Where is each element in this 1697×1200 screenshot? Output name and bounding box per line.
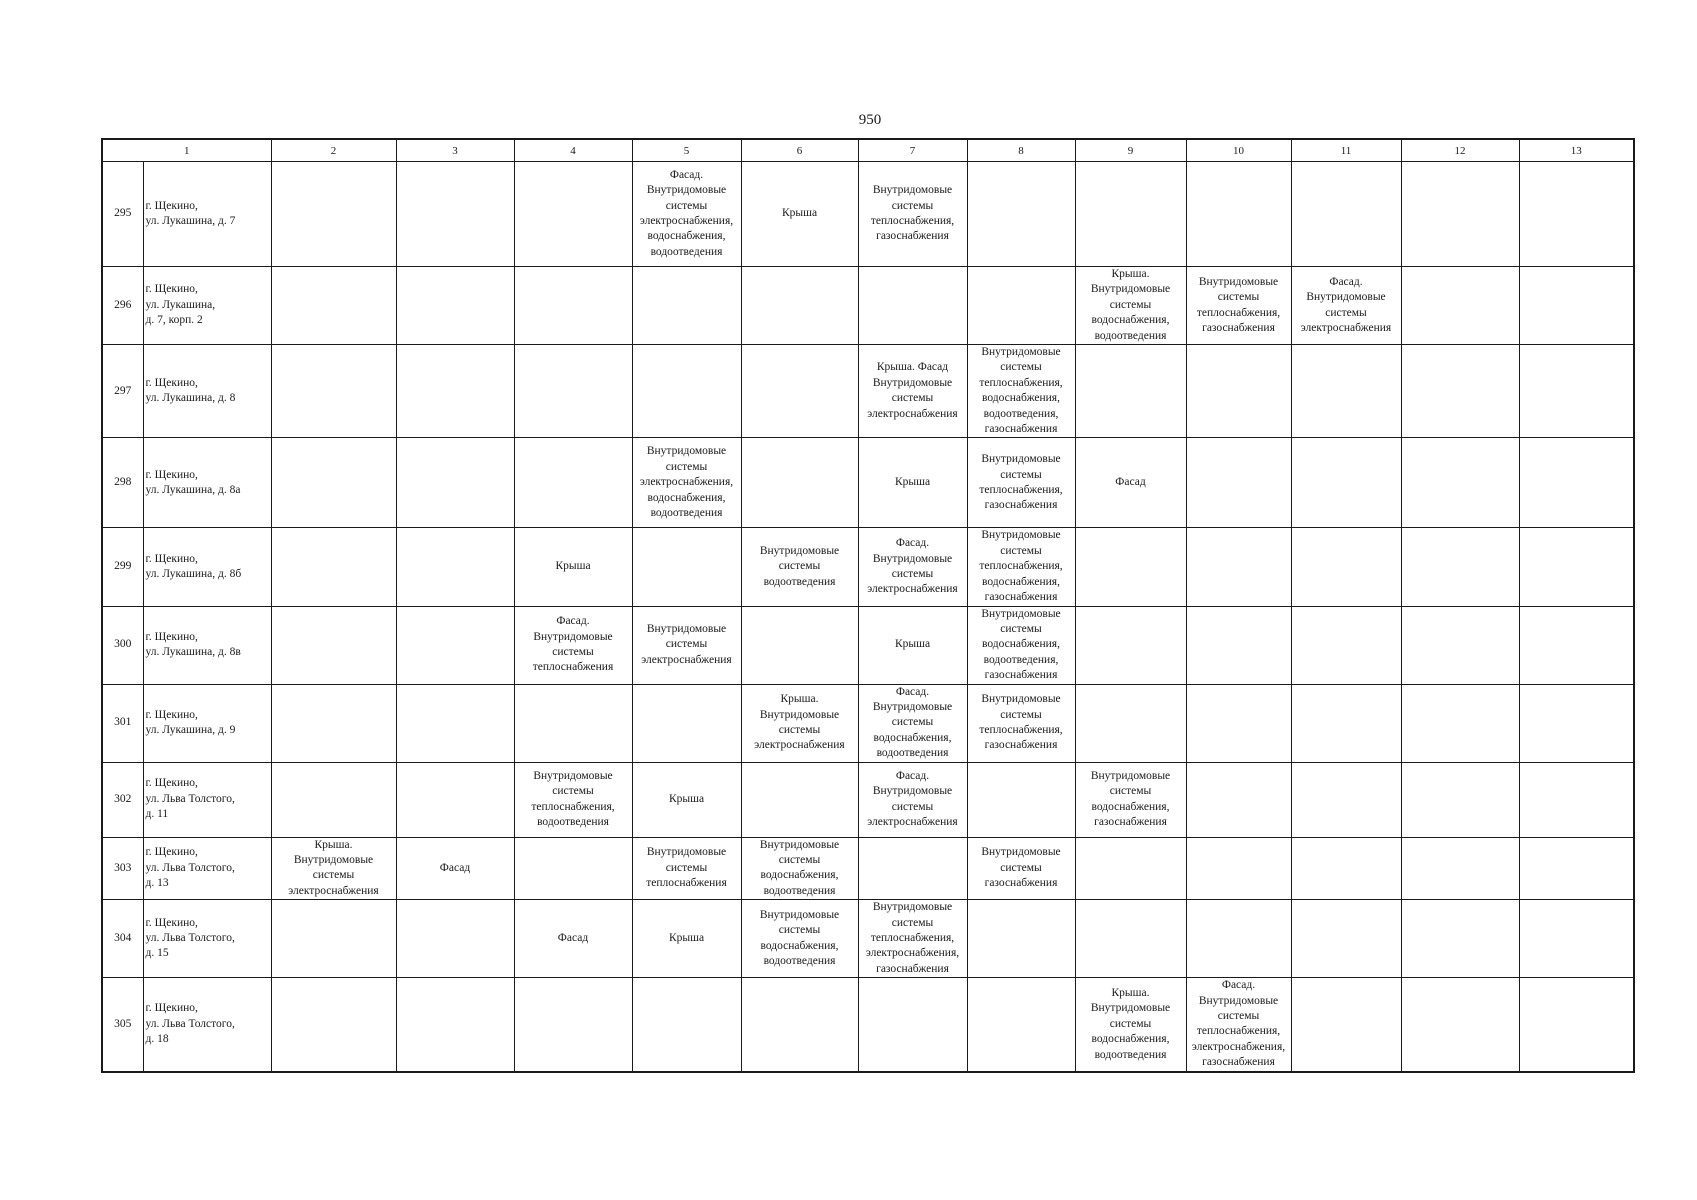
work-cell-4 xyxy=(514,837,632,900)
work-text: Крыша xyxy=(668,932,705,944)
table-row xyxy=(102,606,1634,684)
work-text: Внутридомовые системы электроснабжения, водоснабжения, водоотведения xyxy=(639,445,734,520)
address-text: г. Щекино, ул. Льва Толстого, д. 18 xyxy=(145,1002,235,1046)
work-cell-13 xyxy=(1519,267,1634,345)
work-text: Крыша xyxy=(555,560,591,573)
work-text: Фасад. Внутридомовые системы электроснабжения xyxy=(867,537,958,596)
work-cell-3 xyxy=(396,837,514,900)
work-cell-4 xyxy=(514,684,632,762)
address-cell xyxy=(143,267,271,345)
work-cell-10 xyxy=(1186,438,1291,528)
header-col-11: 11 xyxy=(1291,139,1401,162)
work-text: Фасад. Внутридомовые системы водоснабжения, водоотведения xyxy=(872,685,953,760)
work-cell-8 xyxy=(967,837,1075,900)
header-col-5: 5 xyxy=(632,139,741,162)
work-text: Внутридомовые системы теплоснабжения, водоснабжения, водоотведения, газоснабжения xyxy=(979,346,1063,436)
work-cell-10 xyxy=(1186,345,1291,438)
work-cell-4 xyxy=(514,978,632,1072)
row-number: 297 xyxy=(102,345,143,438)
work-cell-10 xyxy=(1186,528,1291,606)
work-cell-3 xyxy=(396,267,514,345)
address-cell xyxy=(143,162,271,267)
work-text: Крыша xyxy=(668,792,705,805)
work-cell-9 xyxy=(1075,684,1186,762)
work-cell-9 xyxy=(1075,345,1186,438)
work-cell-2 xyxy=(271,438,396,528)
work-text: Фасад. Внутридомовые системы теплоснабжения xyxy=(532,615,614,674)
address-cell xyxy=(143,528,271,606)
work-cell-8 xyxy=(967,606,1075,684)
work-cell-7 xyxy=(858,438,967,528)
address-cell xyxy=(143,606,271,684)
work-cell-7 xyxy=(858,528,967,606)
work-cell-4 xyxy=(514,162,632,267)
work-cell-8 xyxy=(967,267,1075,345)
work-cell-4 xyxy=(514,345,632,438)
work-cell-6 xyxy=(741,438,858,528)
work-text: Фасад. Внутридомовые системы электроснабжения xyxy=(1300,275,1392,334)
work-cell-12 xyxy=(1401,267,1519,345)
work-cell-5 xyxy=(632,606,741,684)
work-text: Крыша. Внутридомовые системы водоснабжения, водоотведения xyxy=(1090,986,1171,1061)
work-text: Крыша. Фасад Внутридомовые системы электроснабжения xyxy=(867,361,958,420)
work-cell-13 xyxy=(1519,837,1634,900)
work-cell-9 xyxy=(1075,837,1186,900)
work-cell-6 xyxy=(741,900,858,978)
work-text: Внутридомовые системы электроснабжения xyxy=(641,622,732,666)
table-row xyxy=(102,762,1634,837)
table-row xyxy=(102,837,1634,900)
work-text: Фасад xyxy=(439,861,471,874)
header-col-9: 9 xyxy=(1075,139,1186,162)
work-cell-13 xyxy=(1519,900,1634,978)
work-cell-8 xyxy=(967,345,1075,438)
table-row xyxy=(102,528,1634,606)
table-header xyxy=(102,139,1634,162)
work-cell-2 xyxy=(271,762,396,837)
work-cell-5 xyxy=(632,267,741,345)
row-number: 300 xyxy=(102,606,143,684)
work-cell-9 xyxy=(1075,900,1186,978)
work-cell-7 xyxy=(858,900,967,978)
work-cell-6 xyxy=(741,162,858,267)
work-cell-7 xyxy=(858,162,967,267)
work-cell-2 xyxy=(271,345,396,438)
work-text: Внутридомовые системы водоснабжения, водоотведения xyxy=(759,908,840,968)
work-text: Крыша xyxy=(781,207,818,220)
work-text: Фасад. Внутридомовые системы теплоснабжения, электроснабжения, газоснабжения xyxy=(1191,979,1286,1069)
address-text: г. Щекино, ул. Лукашина, д. 7 xyxy=(145,199,236,227)
work-cell-6 xyxy=(741,267,858,345)
work-cell-13 xyxy=(1519,978,1634,1072)
work-text: Внутридомовые системы газоснабжения xyxy=(981,846,1061,890)
work-cell-9 xyxy=(1075,528,1186,606)
work-text: Внутридомовые системы водоснабжения, газоснабжения xyxy=(1090,769,1171,828)
row-number: 304 xyxy=(102,900,143,978)
address-cell xyxy=(143,900,271,978)
work-cell-11 xyxy=(1291,345,1401,438)
work-cell-11 xyxy=(1291,978,1401,1072)
work-cell-4 xyxy=(514,762,632,837)
work-cell-5 xyxy=(632,837,741,900)
work-cell-5 xyxy=(632,162,741,267)
work-cell-6 xyxy=(741,684,858,762)
address-text: г. Щекино, ул. Льва Толстого, д. 15 xyxy=(145,916,235,960)
work-cell-9 xyxy=(1075,606,1186,684)
work-cell-6 xyxy=(741,345,858,438)
work-cell-2 xyxy=(271,837,396,900)
row-number: 298 xyxy=(102,438,143,528)
work-cell-4 xyxy=(514,900,632,978)
header-col-8: 8 xyxy=(967,139,1075,162)
work-cell-4 xyxy=(514,438,632,528)
work-cell-11 xyxy=(1291,900,1401,978)
work-cell-10 xyxy=(1186,762,1291,837)
work-cell-12 xyxy=(1401,978,1519,1072)
work-cell-13 xyxy=(1519,345,1634,438)
work-text: Фасад xyxy=(557,932,589,944)
row-number: 302 xyxy=(102,762,143,837)
work-cell-7 xyxy=(858,762,967,837)
work-cell-5 xyxy=(632,438,741,528)
work-cell-12 xyxy=(1401,606,1519,684)
address-cell xyxy=(143,438,271,528)
table-row xyxy=(102,978,1634,1072)
work-cell-2 xyxy=(271,528,396,606)
work-cell-12 xyxy=(1401,162,1519,267)
work-cell-9 xyxy=(1075,762,1186,837)
work-cell-3 xyxy=(396,900,514,978)
work-cell-5 xyxy=(632,528,741,606)
work-text: Внутридомовые системы теплоснабжения, электроснабжения, газоснабжения xyxy=(865,901,960,975)
header-col-2: 2 xyxy=(271,139,396,162)
work-cell-11 xyxy=(1291,438,1401,528)
work-text: Внутридомовые системы водоотведения xyxy=(759,544,840,588)
work-cell-10 xyxy=(1186,267,1291,345)
work-cell-8 xyxy=(967,438,1075,528)
work-cell-3 xyxy=(396,684,514,762)
work-cell-7 xyxy=(858,837,967,900)
address-text: г. Щекино, ул. Лукашина, д. 9 xyxy=(145,708,236,737)
work-cell-13 xyxy=(1519,438,1634,528)
work-text: Крыша. Внутридомовые системы электроснабжения xyxy=(754,693,845,752)
work-cell-9 xyxy=(1075,978,1186,1072)
work-cell-11 xyxy=(1291,684,1401,762)
work-cell-7 xyxy=(858,267,967,345)
row-number: 296 xyxy=(102,267,143,345)
work-cell-8 xyxy=(967,684,1075,762)
work-text: Фасад xyxy=(1115,476,1146,489)
work-cell-3 xyxy=(396,162,514,267)
work-cell-12 xyxy=(1401,345,1519,438)
header-col-13: 13 xyxy=(1519,139,1634,162)
work-text: Крыша xyxy=(894,638,931,651)
table-row xyxy=(102,438,1634,528)
row-number: 301 xyxy=(102,684,143,762)
work-cell-9 xyxy=(1075,438,1186,528)
work-cell-5 xyxy=(632,762,741,837)
address-text: г. Щекино, ул. Лукашина, д. 7, корп. 2 xyxy=(145,283,216,327)
work-cell-5 xyxy=(632,900,741,978)
work-cell-6 xyxy=(741,528,858,606)
address-text: г. Щекино, ул. Льва Толстого, д. 11 xyxy=(145,777,235,821)
work-cell-7 xyxy=(858,684,967,762)
work-cell-2 xyxy=(271,978,396,1072)
table-row xyxy=(102,684,1634,762)
work-cell-3 xyxy=(396,762,514,837)
work-cell-12 xyxy=(1401,438,1519,528)
header-col-6: 6 xyxy=(741,139,858,162)
address-text: г. Щекино, ул. Льва Толстого, д. 13 xyxy=(145,846,235,890)
work-cell-3 xyxy=(396,606,514,684)
work-cell-5 xyxy=(632,684,741,762)
work-cell-13 xyxy=(1519,762,1634,837)
address-cell xyxy=(143,684,271,762)
work-cell-11 xyxy=(1291,606,1401,684)
work-cell-8 xyxy=(967,978,1075,1072)
work-cell-6 xyxy=(741,837,858,900)
work-cell-4 xyxy=(514,528,632,606)
work-cell-11 xyxy=(1291,267,1401,345)
work-cell-13 xyxy=(1519,528,1634,606)
header-col-4: 4 xyxy=(514,139,632,162)
address-text: г. Щекино, ул. Лукашина, д. 8а xyxy=(145,468,241,496)
work-cell-11 xyxy=(1291,528,1401,606)
work-cell-7 xyxy=(858,978,967,1072)
address-cell xyxy=(143,978,271,1072)
work-text: Фасад. Внутридомовые системы электроснабжения, водоснабжения, водоотведения xyxy=(639,168,734,258)
work-cell-9 xyxy=(1075,267,1186,345)
work-cell-12 xyxy=(1401,684,1519,762)
work-cell-8 xyxy=(967,900,1075,978)
row-number: 299 xyxy=(102,528,143,606)
work-cell-9 xyxy=(1075,162,1186,267)
header-col-12: 12 xyxy=(1401,139,1519,162)
work-cell-11 xyxy=(1291,762,1401,837)
work-text: Внутридомовые системы теплоснабжения, газоснабжения xyxy=(870,184,955,243)
work-cell-10 xyxy=(1186,900,1291,978)
work-cell-5 xyxy=(632,345,741,438)
table-row xyxy=(102,267,1634,345)
address-text: г. Щекино, ул. Лукашина, д. 8б xyxy=(145,552,242,580)
work-text: Внутридомовые системы теплоснабжения, газоснабжения xyxy=(979,453,1063,512)
work-text: Внутридомовые системы теплоснабжения, водоотведения xyxy=(531,769,615,828)
work-cell-13 xyxy=(1519,606,1634,684)
work-cell-3 xyxy=(396,978,514,1072)
work-text: Внутридомовые системы теплоснабжения xyxy=(646,846,727,890)
work-cell-12 xyxy=(1401,837,1519,900)
repair-schedule-table xyxy=(101,138,1635,1073)
row-number: 305 xyxy=(102,978,143,1072)
work-cell-8 xyxy=(967,762,1075,837)
header-col-3: 3 xyxy=(396,139,514,162)
table-row xyxy=(102,345,1634,438)
work-text: Внутридомовые системы теплоснабжения, газоснабжения xyxy=(1196,275,1281,334)
work-text: Внутридомовые системы теплоснабжения, газоснабжения xyxy=(979,693,1063,752)
row-number: 303 xyxy=(102,837,143,900)
work-text: Внутридомовые системы водоснабжения, водоотведения, газоснабжения xyxy=(981,607,1061,682)
work-cell-2 xyxy=(271,162,396,267)
address-cell xyxy=(143,345,271,438)
work-cell-12 xyxy=(1401,762,1519,837)
work-cell-5 xyxy=(632,978,741,1072)
header-col-7: 7 xyxy=(858,139,967,162)
work-cell-2 xyxy=(271,606,396,684)
work-text: Крыша. Внутридомовые системы электроснабжения xyxy=(288,838,379,897)
work-cell-10 xyxy=(1186,837,1291,900)
address-cell xyxy=(143,762,271,837)
work-cell-13 xyxy=(1519,684,1634,762)
work-cell-12 xyxy=(1401,528,1519,606)
work-cell-7 xyxy=(858,345,967,438)
work-cell-2 xyxy=(271,900,396,978)
work-cell-3 xyxy=(396,438,514,528)
table-row xyxy=(102,900,1634,978)
work-cell-7 xyxy=(858,606,967,684)
work-cell-11 xyxy=(1291,162,1401,267)
address-text: г. Щекино, ул. Лукашина, д. 8в xyxy=(145,630,241,659)
work-cell-6 xyxy=(741,978,858,1072)
work-text: Внутридомовые системы водоснабжения, водоотведения xyxy=(759,838,840,897)
work-cell-8 xyxy=(967,528,1075,606)
page-number: 950 xyxy=(858,112,882,128)
work-cell-13 xyxy=(1519,162,1634,267)
work-text: Внутридомовые системы теплоснабжения, водоснабжения, газоснабжения xyxy=(979,529,1063,604)
work-cell-3 xyxy=(396,528,514,606)
work-cell-8 xyxy=(967,162,1075,267)
address-cell xyxy=(143,837,271,900)
work-cell-4 xyxy=(514,267,632,345)
row-number: 295 xyxy=(102,162,143,267)
header-col-1: 1 xyxy=(102,139,271,162)
table-body xyxy=(102,162,1634,1072)
work-cell-2 xyxy=(271,684,396,762)
header-col-10: 10 xyxy=(1186,139,1291,162)
table-row xyxy=(102,162,1634,267)
work-cell-6 xyxy=(741,606,858,684)
work-text: Фасад. Внутридомовые системы электроснабжения xyxy=(867,769,958,828)
work-text: Крыша. Внутридомовые системы водоснабжения, водоотведения xyxy=(1090,268,1171,342)
work-cell-10 xyxy=(1186,684,1291,762)
work-cell-11 xyxy=(1291,837,1401,900)
work-cell-3 xyxy=(396,345,514,438)
work-cell-12 xyxy=(1401,900,1519,978)
work-text: Крыша xyxy=(894,476,931,489)
work-cell-4 xyxy=(514,606,632,684)
work-cell-10 xyxy=(1186,978,1291,1072)
work-cell-6 xyxy=(741,762,858,837)
work-cell-10 xyxy=(1186,606,1291,684)
work-cell-2 xyxy=(271,267,396,345)
address-text: г. Щекино, ул. Лукашина, д. 8 xyxy=(145,376,236,405)
work-cell-10 xyxy=(1186,162,1291,267)
